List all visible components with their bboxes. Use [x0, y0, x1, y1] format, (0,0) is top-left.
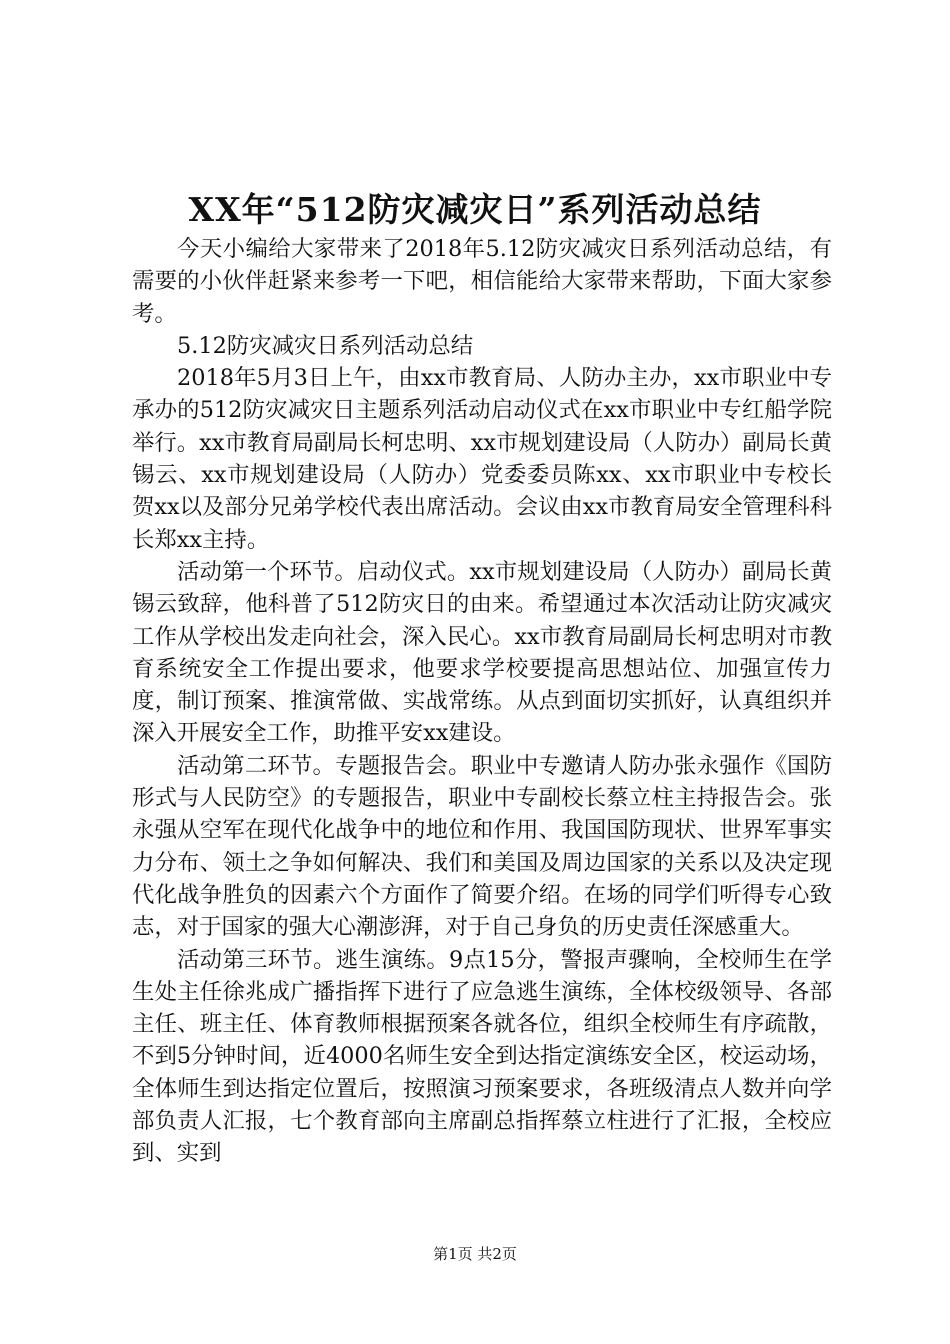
document-title: XX年“512防灾减灾日”系列活动总结: [188, 190, 762, 229]
page-number: 第1页 共2页: [433, 1245, 517, 1263]
body-paragraph: 活动第三环节。逃生演练。9点15分，警报声骤响，全校师生在学生处主任徐兆成广播指挥下进行了应急逃生演练，全体校级领导、各部主任、班主任、体育教师根据预案各就各位，组织全校师生有序疏散，不到5分钟时间，近4000名师生安全到达指定演练安全区，校运动场，全体师生到达指定位置后，按照演习预案要求，各班级清点人数并向学部负责人汇报，七个教育部向主席副总指挥蔡立柱进行了汇报，全校应到、实到: [132, 946, 832, 1167]
body-paragraph: 活动第二环节。专题报告会。职业中专邀请人防办张永强作《国防形式与人民防空》的专题报告，职业中专副校长蔡立柱主持报告会。张永强从空军在现代化战争中的地位和作用、我国国防现状、世界军事实力分布、领土之争如何解决、我们和美国及周边国家的关系以及决定现代化战争胜负的因素六个方面作了简要介绍。在场的同学们听得专心致志，对于国家的强大心潮澎湃，对于自己身负的历史责任深感重大。: [132, 752, 832, 941]
body-paragraph: 2018年5月3日上午，由xx市教育局、人防办主办，xx市职业中专承办的512防灾减灾日主题系列活动启动仪式在xx市职业中专红船学院举行。xx市教育局副局长柯忠明、xx市规划建设局（人防办）副局长黄锡云、xx市规划建设局（人防办）党委委员陈xx、xx市职业中专校长贺xx以及部分兄弟学校代表出席活动。会议由xx市教育局安全管理科科长郑xx主持。: [132, 365, 832, 553]
section-heading: 5.12防灾减灾日系列活动总结: [177, 332, 474, 359]
intro-paragraph: 今天小编给大家带来了2018年5.12防灾减灾日系列活动总结，有需要的小伙伴赶紧来参考一下吧，相信能给大家带来帮助，下面大家参考。: [132, 236, 832, 327]
body-paragraph: 活动第一个环节。启动仪式。xx市规划建设局（人防办）副局长黄锡云致辞，他科普了512防灾日的由来。希望通过本次活动让防灾减灾工作从学校出发走向社会，深入民心。xx市教育局副局长柯忠明对市教育系统安全工作提出要求，他要求学校要提高思想站位、加强宣传力度，制订预案、推演常做、实战常练。从点到面切实抓好，认真组织并深入开展安全工作，助推平安xx建设。: [132, 558, 832, 747]
document-body: [132, 233, 832, 1170]
